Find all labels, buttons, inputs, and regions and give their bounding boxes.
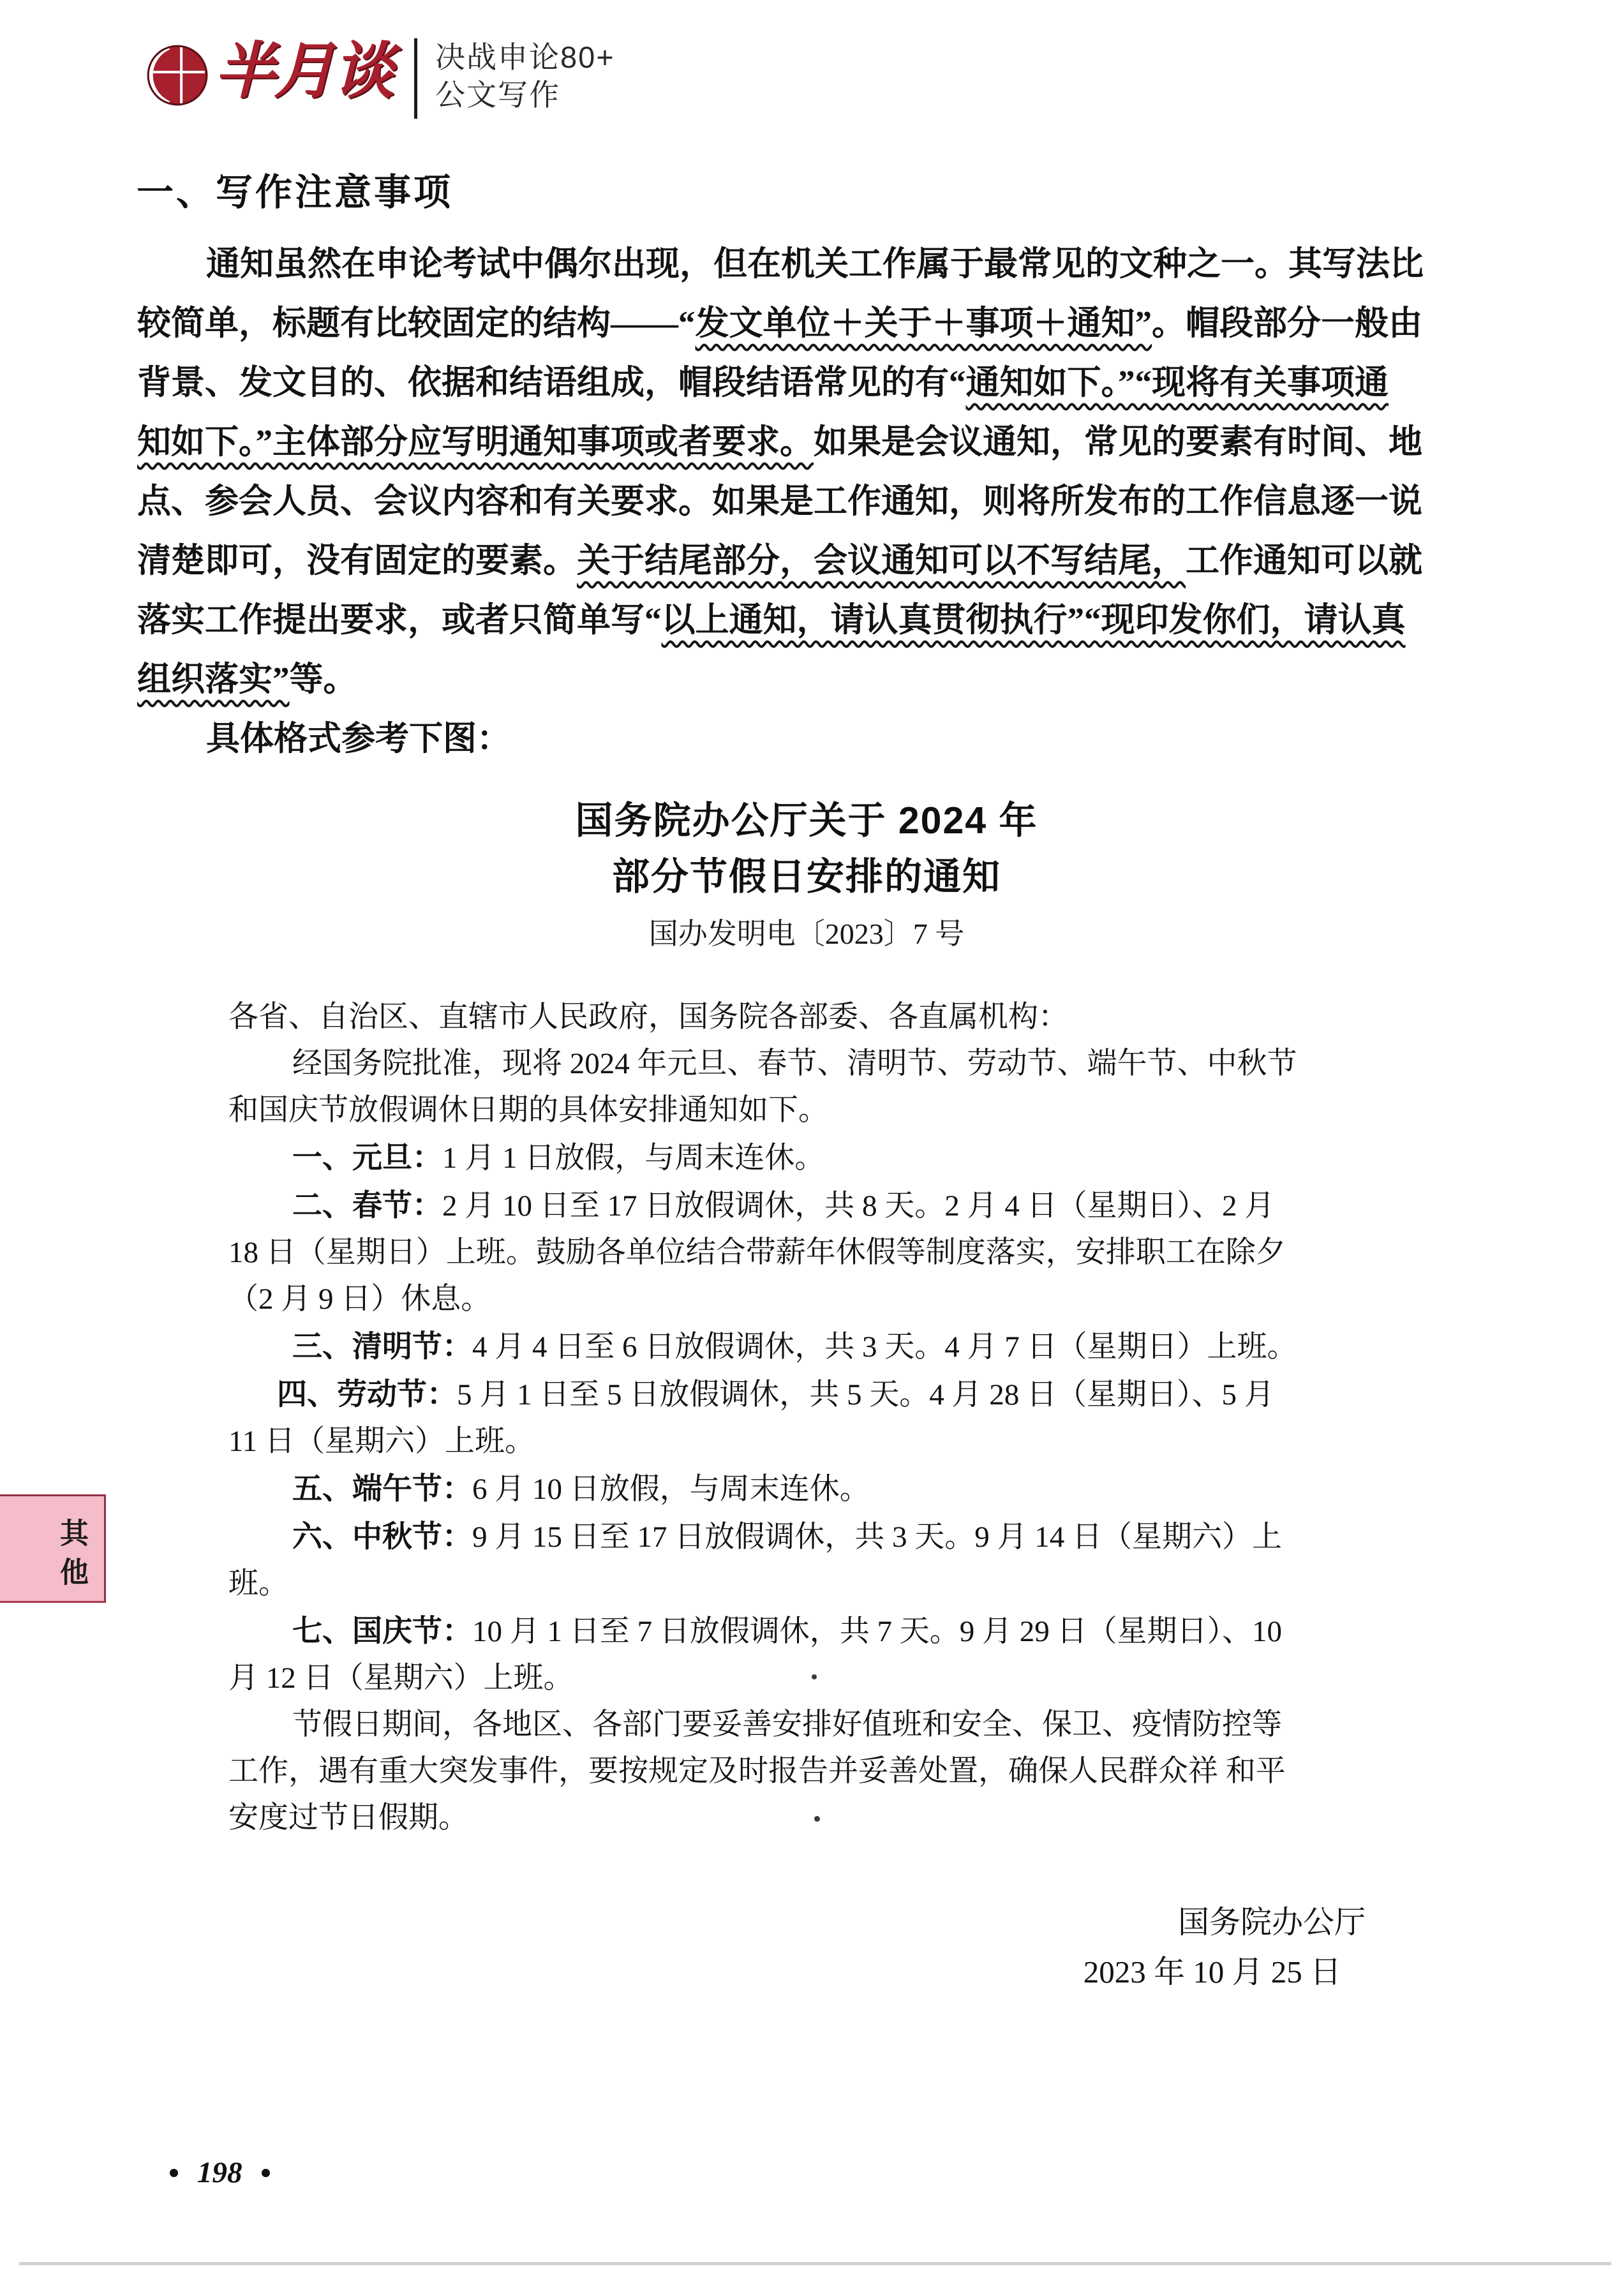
- text-segment: 工作通知可以就: [1186, 542, 1422, 579]
- logo-wordmark: 半月谈: [214, 37, 392, 105]
- text-line: [228, 1041, 1385, 1087]
- chapter-tab-qita: [0, 1494, 106, 1603]
- wavy-underlined-text: 以上通知，请认真贯彻执行”“现印发你们，请认真: [661, 602, 1406, 639]
- notice-signature-block: [228, 1898, 1385, 1997]
- text-line: [228, 1418, 1385, 1465]
- text-line: [228, 1323, 1385, 1371]
- notice-title-line1: 国务院办公厅关于 2024 年: [575, 800, 1038, 842]
- text-segment: 较简单，标题有比较固定的结构——“: [137, 305, 696, 342]
- text-segment: 和国庆节放假调休日期的具体安排通知如下。: [228, 1094, 828, 1127]
- scan-bottom-edge: [19, 2262, 1611, 2265]
- wavy-underlined-text: 组织落实”: [137, 661, 290, 698]
- text-segment: 落实工作提出要求，或者只简单写“: [137, 602, 662, 639]
- text-line: [228, 1702, 1385, 1748]
- text-segment: 。帽段部分一般由: [1152, 305, 1422, 342]
- sample-notice: [228, 792, 1385, 1997]
- text-line: [137, 710, 1500, 769]
- text-segment: 背景、发文目的、依据和结语组成，帽段结语常见的有“: [137, 364, 966, 401]
- notice-signature: 国务院办公厅: [1177, 1905, 1366, 1940]
- book-subtitle: 公文写作: [435, 78, 560, 112]
- text-segment: 9 月 15 日至 17 日放假调休，共 3 天。9 月 14 日（星期六）上: [472, 1521, 1282, 1554]
- text-line: [228, 1513, 1385, 1561]
- text-segment: 点、参会人员、会议内容和有关要求。如果是工作通知，则将所发布的工作信息逐一说: [137, 483, 1422, 520]
- text-line: [228, 1795, 1385, 1841]
- text-line: [228, 1561, 1385, 1607]
- text-line: [137, 591, 1500, 650]
- text-line: [137, 472, 1500, 532]
- scan-speck: [814, 1816, 820, 1822]
- text-segment: 四、劳动节：: [277, 1377, 457, 1411]
- text-line: [228, 1655, 1385, 1702]
- wavy-underlined-text: 通知如下。”“现将有关事项通: [965, 364, 1389, 401]
- page-number: [170, 2155, 270, 2190]
- notice-date: 2023 年 10 月 25 日: [1083, 1954, 1341, 1990]
- text-segment: 11 日（星期六）上班。: [228, 1425, 535, 1458]
- text-segment: 二、春节：: [292, 1188, 442, 1222]
- chapter-tab-label: 其他: [56, 1518, 88, 1596]
- text-line: [228, 1087, 1385, 1134]
- text-segment: 5 月 1 日至 5 日放假调休，共 5 天。4 月 28 日（星期日）、5 月: [457, 1378, 1274, 1411]
- text-segment: 6 月 10 日放假，与周末连休。: [472, 1473, 870, 1506]
- text-segment: 节假日期间，各地区、各部门要妥善安排好值班和安全、保卫、疫情防控等: [292, 1708, 1282, 1741]
- notice-document-number: 国办发明电〔2023〕7 号: [648, 918, 965, 950]
- text-line: [228, 994, 1385, 1041]
- text-segment: 班。: [228, 1567, 288, 1600]
- text-segment: 五、端午节：: [292, 1471, 472, 1505]
- wavy-underlined-text: 知如下。”主体部分应写明通知事项或者要求。: [137, 424, 814, 461]
- page-header: [144, 36, 615, 119]
- text-segment: 一、元旦：: [292, 1140, 442, 1174]
- text-segment: 七、国庆节：: [292, 1614, 472, 1648]
- banyuetan-logo: [144, 36, 392, 107]
- text-segment: 六、中秋节：: [292, 1519, 472, 1553]
- text-segment: 安度过节日假期。: [228, 1801, 468, 1834]
- banyuetan-ball-icon: [144, 41, 209, 107]
- text-segment: 10 月 1 日至 7 日放假调休，共 7 天。9 月 29 日（星期日）、10: [472, 1615, 1282, 1648]
- text-segment: 1 月 1 日放假，与周末连休。: [442, 1142, 825, 1175]
- page-number-dot-left: [170, 2169, 178, 2177]
- page-number-value: 198: [197, 2156, 242, 2189]
- text-segment: 清楚即可，没有固定的要素。: [137, 542, 577, 579]
- section-title: 一、写作注意事项: [137, 172, 454, 213]
- text-segment: （2 月 9 日）休息。: [228, 1283, 491, 1316]
- text-line: [228, 1134, 1385, 1182]
- header-titles: [435, 36, 615, 114]
- page-number-dot-right: [262, 2169, 270, 2177]
- text-line: [137, 353, 1500, 413]
- text-line: [228, 1465, 1385, 1513]
- text-line: [228, 1371, 1385, 1418]
- text-line: [137, 294, 1500, 353]
- text-line: [137, 235, 1500, 294]
- text-segment: 工作，遇有重大突发事件，要按规定及时报告并妥善处置，确保人民群众祥 和平: [228, 1755, 1286, 1788]
- header-divider: [414, 38, 417, 119]
- text-segment: 具体格式参考下图：: [206, 720, 510, 757]
- text-segment: 经国务院批准，现将 2024 年元旦、春节、清明节、劳动节、端午节、中秋节: [292, 1047, 1297, 1080]
- text-line: [137, 532, 1500, 591]
- text-line: [137, 650, 1500, 710]
- series-title: 决战申论80+: [435, 40, 615, 74]
- text-line: [228, 1182, 1385, 1230]
- wavy-underlined-text: 发文单位＋关于＋事项＋通知”: [695, 305, 1152, 342]
- text-segment: 18 日（星期日）上班。鼓励各单位结合带薪年休假等制度落实，安排职工在除夕: [228, 1236, 1286, 1269]
- text-line: [228, 1748, 1385, 1795]
- intro-paragraph: [137, 235, 1500, 769]
- text-segment: 三、清明节：: [292, 1329, 472, 1363]
- text-segment: 等。: [289, 661, 357, 698]
- text-segment: 如果是会议通知，常见的要素有时间、地: [814, 424, 1422, 461]
- text-line: [228, 1230, 1385, 1276]
- wavy-underlined-text: 关于结尾部分，会议通知可以不写结尾，: [577, 542, 1186, 579]
- notice-body: [228, 994, 1385, 1841]
- text-segment: 月 12 日（星期六）上班。: [228, 1662, 574, 1695]
- text-line: [228, 1607, 1385, 1655]
- text-segment: 通知虽然在申论考试中偶尔出现，但在机关工作属于最常见的文种之一。其写法比: [206, 246, 1424, 283]
- notice-title-line2: 部分节假日安排的通知: [611, 856, 1001, 898]
- scan-speck: [812, 1674, 817, 1679]
- text-segment: 各省、自治区、直辖市人民政府，国务院各部委、各直属机构：: [228, 1001, 1068, 1034]
- text-segment: 2 月 10 日至 17 日放假调休，共 8 天。2 月 4 日（星期日）、2 月: [442, 1189, 1275, 1223]
- text-segment: 4 月 4 日至 6 日放假调休，共 3 天。4 月 7 日（星期日）上班。: [472, 1330, 1297, 1364]
- text-line: [228, 1276, 1385, 1323]
- text-line: [137, 413, 1500, 472]
